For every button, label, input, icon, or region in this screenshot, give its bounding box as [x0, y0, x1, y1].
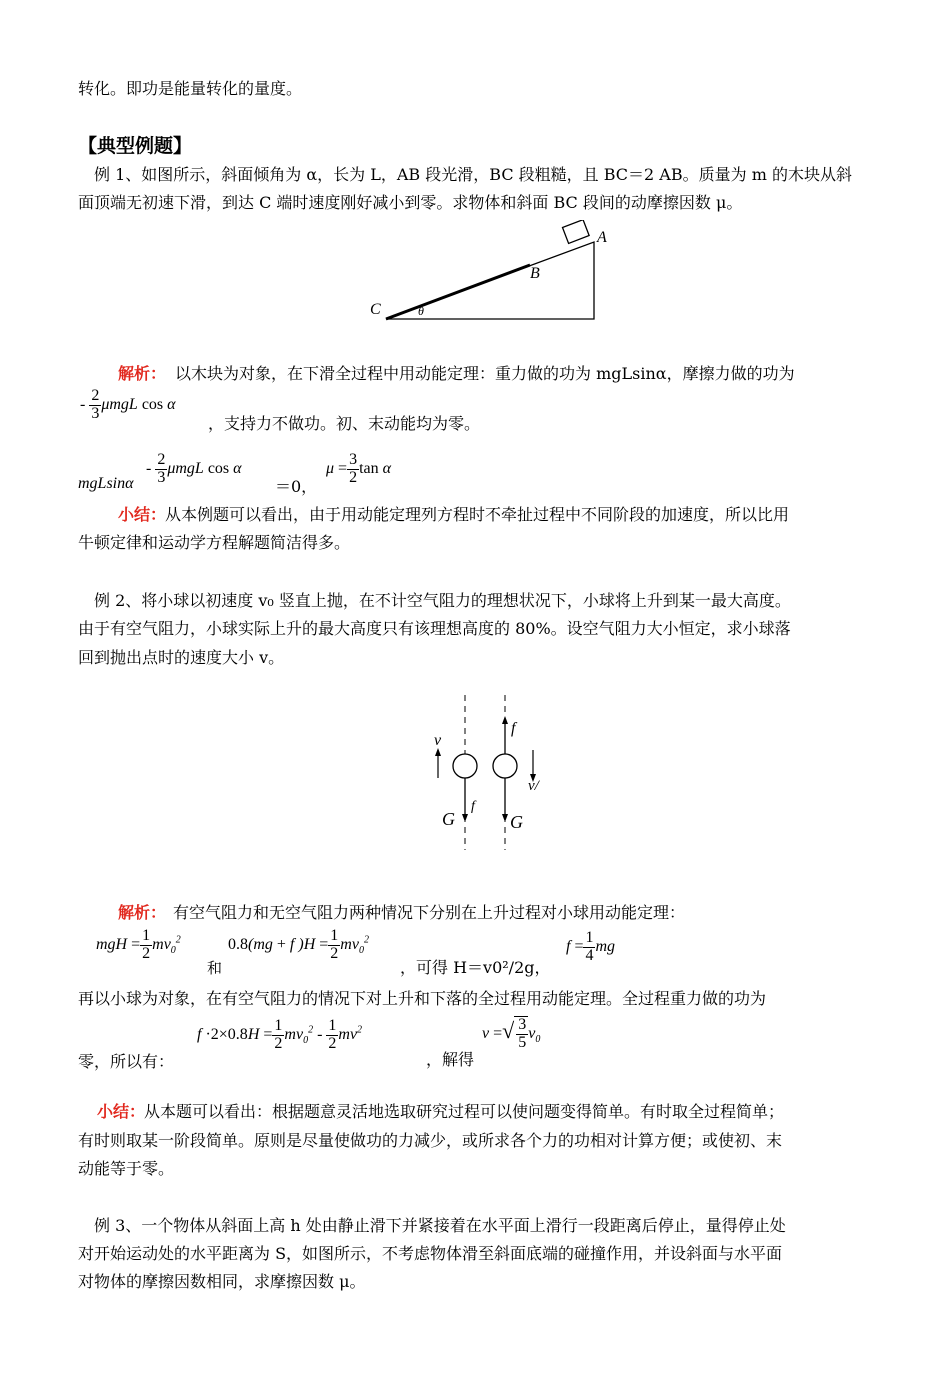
ex2-summary-line1: 从本题可以看出：根据题意灵活地选取研究过程可以使问题变得简单。有时取全过程简单；	[144, 1102, 785, 1121]
ex2-summary-label: 小结：	[97, 1102, 146, 1121]
ex1-summary-label: 小结：	[118, 505, 167, 524]
ex2-summary-line2: 有时则取某一阶段简单。原则是尽量使做功的力减少，或所求各个力的功相对计算方便；或使初、末	[78, 1131, 783, 1150]
eq-get-h: ，可得 H＝v0²/2g，	[400, 958, 551, 977]
eq-ideal-height: mgH = $\frac{1}{2}$ $mv_0^2$	[96, 927, 181, 962]
label-g-left: G	[442, 809, 455, 829]
label-g-right: G	[510, 812, 523, 832]
ex1-analysis-line1: 以木块为对象，在下滑全过程中用动能定理：重力做的功为 mgLsinα，摩擦力做的功为	[175, 364, 795, 383]
eq-main-mid: - $\frac{2}{3}$ μmgL cos α	[146, 451, 242, 486]
label-a: A	[597, 229, 607, 246]
ex1-analysis-label: 解析：	[118, 364, 167, 383]
ex2-line2: 由于有空气阻力，小球实际上升的最大高度只有该理想高度的 80%。设空气阻力大小恒定，求小球落	[78, 619, 791, 638]
eq-full-process: f ·2×0.8H = $\frac{1}{2}$ $mv_0^2$ - $\frac{1}{2}$ $mv^2$	[197, 1017, 363, 1052]
ex2-solve-text: ，解得	[426, 1050, 475, 1069]
block	[563, 220, 590, 243]
ex1-line2: 面顶端无初速下滑，到达 C 端时速度刚好减小到零。求物体和斜面 BC 段间的动摩擦因数 μ。	[78, 193, 743, 212]
label-b: B	[530, 265, 540, 282]
label-c: C	[370, 301, 381, 318]
intro-tail: 转化。即功是能量转化的量度。	[78, 79, 303, 98]
eq-friction-work: - $\frac{2}{3}$ μmgL cos α	[80, 387, 176, 422]
eq-f-value: f = $\frac{1}{4}$ mg	[566, 929, 616, 964]
eq-main-left: mgLsinα	[78, 475, 134, 492]
ex2-analysis-label: 解析：	[118, 903, 167, 922]
ex2-analysis-line1: 有空气阻力和无空气阻力两种情况下分别在上升过程对小球用动能定理：	[173, 903, 686, 922]
eq-and: 和	[207, 959, 223, 977]
ex3-line3: 对物体的摩擦因数相同，求摩擦因数 μ。	[78, 1272, 366, 1291]
label-f-right: f	[511, 720, 516, 737]
ball-force-figure	[420, 690, 560, 855]
rough-segment	[386, 265, 530, 319]
label-f-left: f	[471, 799, 475, 814]
label-v-prime: v/	[528, 778, 539, 794]
eq-main-zero: ＝0，	[275, 477, 318, 496]
label-angle: θ	[418, 304, 424, 318]
ex2-line1: 例 2、将小球以初速度 v₀ 竖直上抛，在不计空气阻力的理想状况下，小球将上升到某一最大高度。	[94, 591, 791, 610]
ball-right	[493, 754, 517, 778]
incline-figure	[360, 220, 620, 330]
ex1-line1: 例 1、如图所示，斜面倾角为 α，长为 L，AB 段光滑，BC 段粗糙，且 BC＝2 AB。质量为 m 的木块从斜	[94, 165, 852, 184]
section-heading: 【典型例题】	[78, 135, 193, 157]
eq-real-height: 0.8(mg + f )H = $\frac{1}{2}$ $mv_0^2$	[228, 927, 369, 962]
ex1-summary-line1: 从本例题可以看出，由于用动能定理列方程时不牵扯过程中不同阶段的加速度，所以比用	[165, 505, 790, 524]
ex3-line1: 例 3、一个物体从斜面上高 h 处由静止滑下并紧接着在水平面上滑行一段距离后停止，量得停止处	[94, 1216, 786, 1235]
ex1-summary-line2: 牛顿定律和运动学方程解题简洁得多。	[78, 533, 351, 552]
eq-v-result: v =√ $\frac{3}{5}$ $v_0$	[482, 1016, 541, 1051]
ball-left	[453, 754, 477, 778]
ex3-line2: 对开始运动处的水平距离为 S，如图所示，不考虑物体滑至斜面底端的碰撞作用，并设斜面与水平面	[78, 1244, 783, 1263]
ex2-analysis-line3: 再以小球为对象，在有空气阻力的情况下对上升和下落的全过程用动能定理。全过程重力做的功为	[78, 989, 767, 1008]
label-v: v	[434, 732, 442, 749]
ex2-line3: 回到抛出点时的速度大小 v。	[78, 648, 285, 667]
ex1-analysis-line2: ，支持力不做功。初、末动能均为零。	[208, 414, 481, 433]
eq-mu: μ = $\frac{3}{2}$ tan α	[326, 451, 392, 486]
ex2-zero-text: 零，所以有：	[78, 1052, 175, 1071]
ex2-summary-line3: 动能等于零。	[78, 1159, 175, 1178]
